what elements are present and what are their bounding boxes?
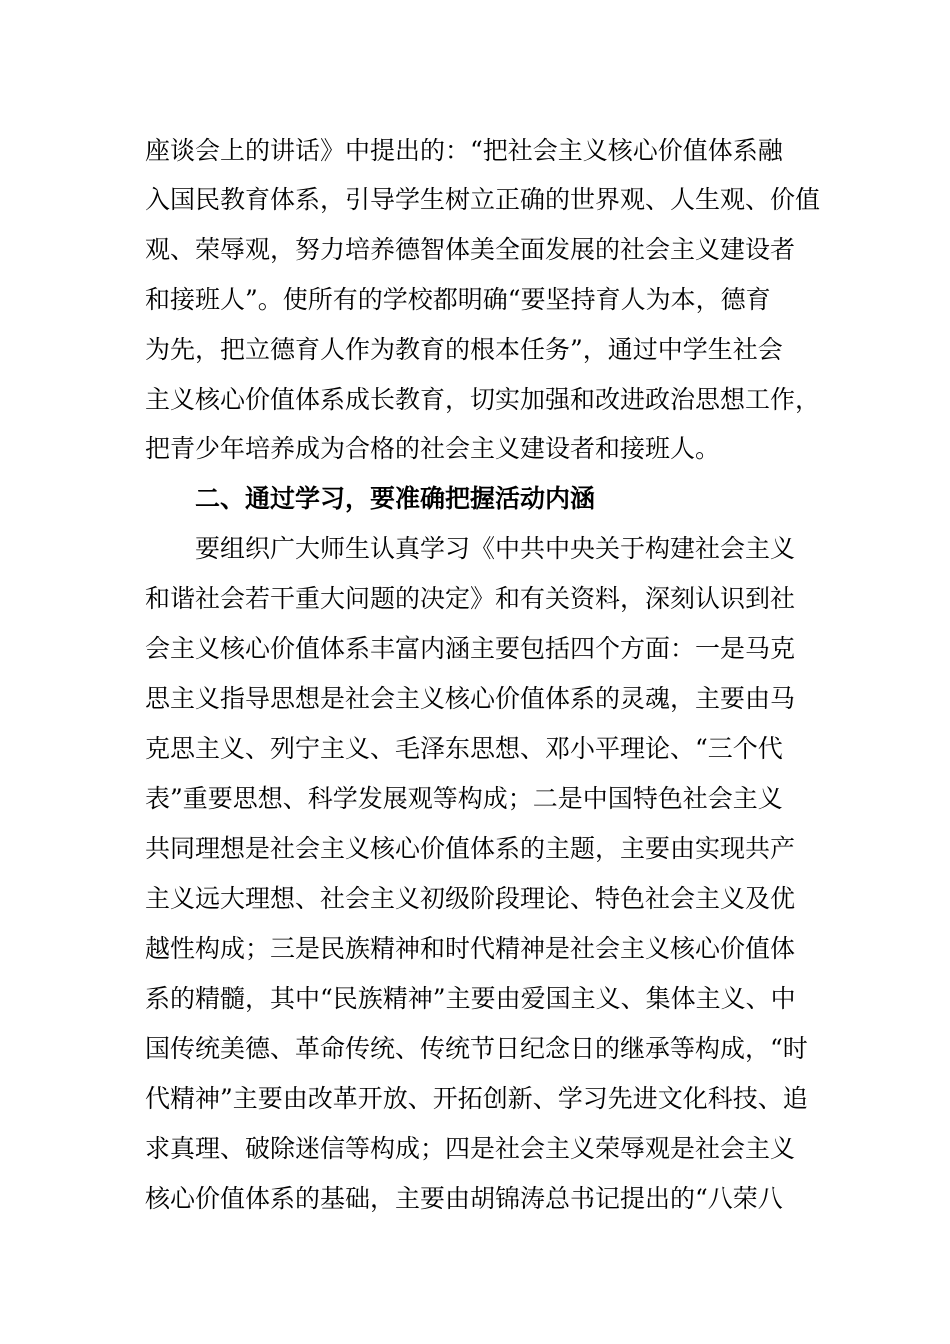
paragraph-2-line-4: 思主义指导思想是社会主义核心价值体系的灵魂，主要由马 xyxy=(145,684,796,713)
paragraph-2-line-12: 代精神”主要由改革开放、开拓创新、学习先进文化科技、追 xyxy=(145,1084,808,1113)
paragraph-1-line-5: 为先，把立德育人作为教育的根本任务”，通过中学生社会 xyxy=(145,335,783,364)
paragraph-2-line-1: 要组织广大师生认真学习《中共中央关于构建社会主义 xyxy=(195,534,796,563)
paragraph-2-line-9: 越性构成；三是民族精神和时代精神是社会主义核心价值体 xyxy=(145,934,796,963)
paragraph-2-line-10: 系的精髓，其中“民族精神”主要由爱国主义、集体主义、中 xyxy=(145,984,796,1013)
paragraph-2-line-11: 国传统美德、革命传统、传统节日纪念日的继承等构成，“时 xyxy=(145,1034,808,1063)
paragraph-1-line-2: 入国民教育体系，引导学生树立正确的世界观、人生观、价值 xyxy=(145,185,821,214)
paragraph-1-line-4: 和接班人”。使所有的学校都明确“要坚持育人为本，德育 xyxy=(145,285,771,314)
paragraph-2-line-13: 求真理、破除迷信等构成；四是社会主义荣辱观是社会主义 xyxy=(145,1134,796,1163)
paragraph-2-line-5: 克思主义、列宁主义、毛泽东思想、邓小平理论、“三个代 xyxy=(145,734,783,763)
paragraph-2-line-6: 表”重要思想、科学发展观等构成；二是中国特色社会主义 xyxy=(145,784,783,813)
paragraph-1-line-6: 主义核心价值体系成长教育，切实加强和改进政治思想工作， xyxy=(145,385,821,414)
paragraph-2-line-14: 核心价值体系的基础，主要由胡锦涛总书记提出的“八荣八 xyxy=(145,1184,783,1213)
paragraph-2-line-7: 共同理想是社会主义核心价值体系的主题，主要由实现共产 xyxy=(145,834,796,863)
paragraph-2-line-8: 主义远大理想、社会主义初级阶段理论、特色社会主义及优 xyxy=(145,884,796,913)
paragraph-1-line-7: 把青少年培养成为合格的社会主义建设者和接班人。 xyxy=(145,434,721,463)
paragraph-2-line-2: 和谐社会若干重大问题的决定》和有关资料，深刻认识到社 xyxy=(145,584,796,613)
paragraph-1-line-1: 座谈会上的讲话》中提出的：“把社会主义核心价值体系融 xyxy=(145,136,783,165)
paragraph-1-line-3: 观、荣辱观，努力培养德智体美全面发展的社会主义建设者 xyxy=(145,235,796,264)
section-heading: 二、通过学习，要准确把握活动内涵 xyxy=(195,484,596,513)
paragraph-2-line-3: 会主义核心价值体系丰富内涵主要包括四个方面：一是马克 xyxy=(145,634,796,663)
